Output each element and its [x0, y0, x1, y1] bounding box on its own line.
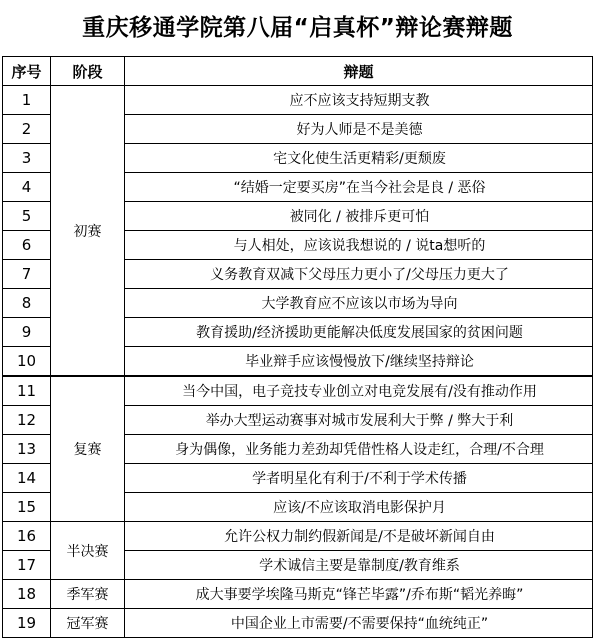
row-topic: 被同化 / 被排斥更可怕: [125, 202, 593, 231]
stage-third-place: 季军赛: [51, 580, 125, 609]
row-topic: 毕业辩手应该慢慢放下/继续坚持辩论: [125, 347, 593, 377]
row-index: 4: [3, 173, 51, 202]
row-index: 9: [3, 318, 51, 347]
row-index: 3: [3, 144, 51, 173]
header-index: 序号: [3, 57, 51, 86]
row-index: 2: [3, 115, 51, 144]
row-topic: 学者明星化有利于/不利于学术传播: [125, 464, 593, 493]
row-topic: 允许公权力制约假新闻是/不是破坏新闻自由: [125, 522, 593, 551]
row-topic: 学术诚信主要是靠制度/教育维系: [125, 551, 593, 580]
row-index: 7: [3, 260, 51, 289]
table-row: [3, 376, 593, 406]
row-index: 6: [3, 231, 51, 260]
stage-second: 复赛: [51, 376, 125, 522]
row-topic: 义务教育双减下父母压力更小了/父母压力更大了: [125, 260, 593, 289]
row-index: 1: [3, 86, 51, 115]
table-row: [3, 609, 593, 638]
row-index: 14: [3, 464, 51, 493]
row-index: 13: [3, 435, 51, 464]
row-index: 19: [3, 609, 51, 638]
table-header-row: [3, 57, 593, 86]
header-topic: 辩题: [125, 57, 593, 86]
row-index: 10: [3, 347, 51, 377]
stage-preliminary: 初赛: [51, 86, 125, 377]
page-title: 重庆移通学院第八届“启真杯”辩论赛辩题: [82, 15, 513, 41]
row-index: 11: [3, 376, 51, 406]
row-index: 18: [3, 580, 51, 609]
row-topic: 应不应该支持短期支教: [125, 86, 593, 115]
row-index: 16: [3, 522, 51, 551]
stage-final: 冠军赛: [51, 609, 125, 638]
row-index: 5: [3, 202, 51, 231]
row-index: 15: [3, 493, 51, 522]
header-stage: 阶段: [51, 57, 125, 86]
row-topic: 身为偶像，业务能力差劲却凭借性格人设走红，合理/不合理: [125, 435, 593, 464]
stage-semifinal: 半决赛: [51, 522, 125, 580]
table-row: [3, 522, 593, 551]
row-topic: 教育援助/经济援助更能解决低度发展国家的贫困问题: [125, 318, 593, 347]
row-topic: 中国企业上市需要/不需要保持“血统纯正”: [125, 609, 593, 638]
row-topic: “结婚一定要买房”在当今社会是良 / 恶俗: [125, 173, 593, 202]
row-topic: 当今中国，电子竞技专业创立对电竞发展有/没有推动作用: [125, 376, 593, 406]
table-row: [3, 86, 593, 115]
row-index: 17: [3, 551, 51, 580]
row-topic: 与人相处，应该说我想说的 / 说ta想听的: [125, 231, 593, 260]
table-row: [3, 580, 593, 609]
row-topic: 举办大型运动赛事对城市发展利大于弊 / 弊大于利: [125, 406, 593, 435]
topics-table: [2, 56, 593, 638]
row-topic: 好为人师是不是美德: [125, 115, 593, 144]
row-topic: 宅文化使生活更精彩/更颓废: [125, 144, 593, 173]
row-index: 8: [3, 289, 51, 318]
row-index: 12: [3, 406, 51, 435]
row-topic: 成大事要学埃隆马斯克“锋芒毕露”/乔布斯“韬光养晦”: [125, 580, 593, 609]
row-topic: 大学教育应不应该以市场为导向: [125, 289, 593, 318]
row-topic: 应该/不应该取消电影保护月: [125, 493, 593, 522]
